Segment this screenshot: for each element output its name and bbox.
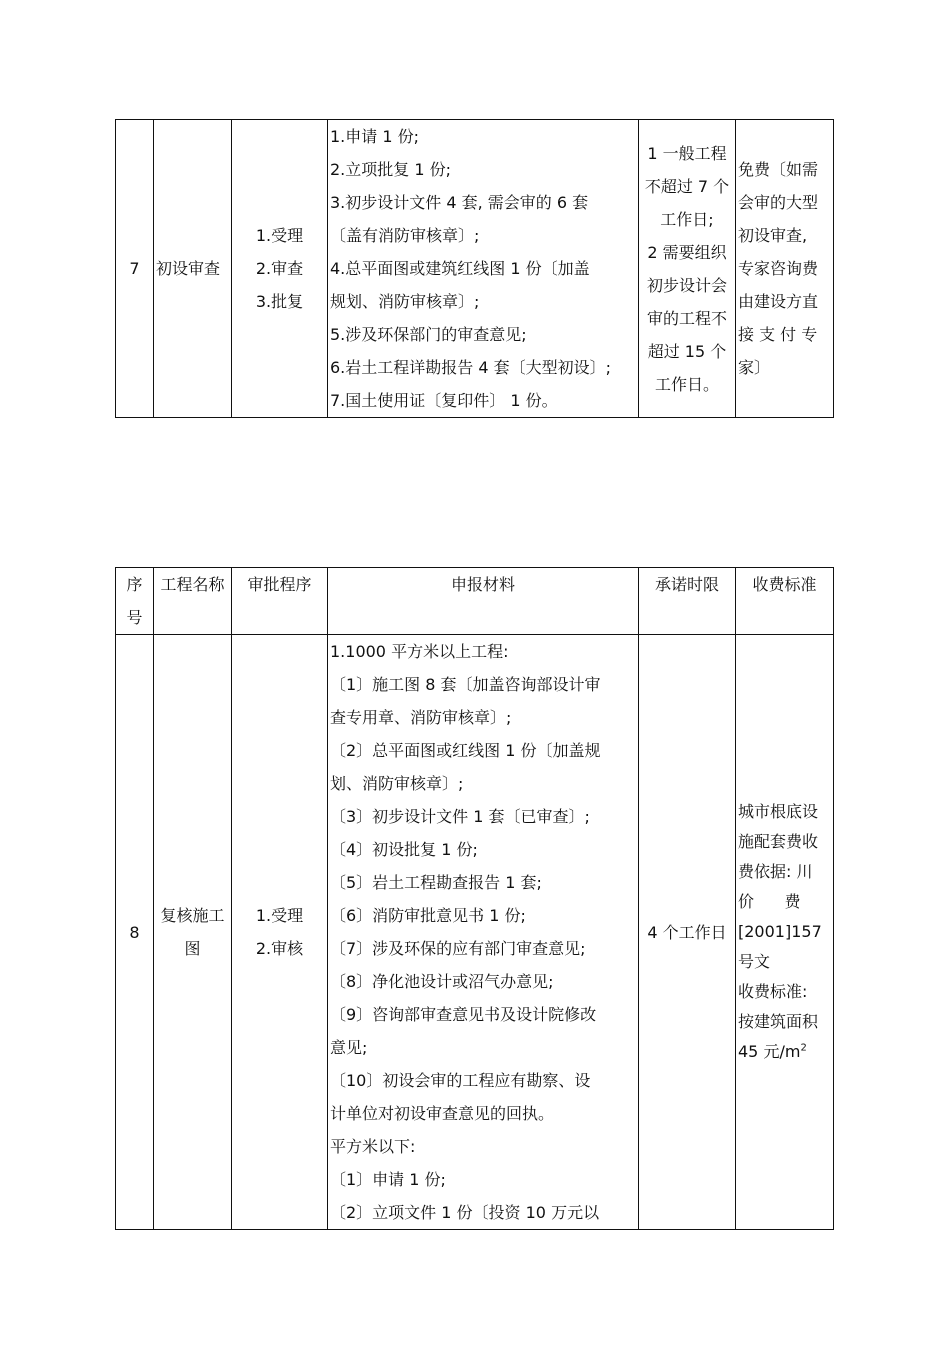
fee-line: 价 费: [738, 892, 801, 911]
fee-line: 按建筑面积: [738, 1012, 819, 1031]
material-line: 3.初步设计文件 4 套, 需会审的 6 套: [330, 193, 589, 212]
row-number: 8: [116, 635, 154, 1230]
material-line: 〔7〕涉及环保的应有部门审查意见;: [330, 939, 586, 958]
material-line: 〔5〕岩土工程勘查报告 1 套;: [330, 873, 542, 892]
time-limit-line: 审的工程不: [646, 308, 727, 328]
material-line: 〔2〕总平面图或红线图 1 份〔加盖规: [330, 741, 601, 760]
fee-line: 施配套费收: [738, 832, 819, 851]
header-row: [116, 568, 834, 635]
header-procedure: 审批程序: [232, 568, 328, 635]
material-line: 〔2〕立项文件 1 份〔投资 10 万元以: [330, 1203, 600, 1222]
material-line: 5.涉及环保部门的审查意见;: [330, 325, 527, 344]
material-line: 2.立项批复 1 份;: [330, 160, 452, 179]
fee-line: 由建设方直: [738, 292, 819, 311]
fee-line: 城市根底设: [738, 802, 819, 821]
fee-standard: [736, 635, 834, 1230]
material-line: 7.国土使用证〔复印件〕 1 份。: [330, 391, 558, 410]
time-limit-line: 工作日。: [654, 374, 719, 394]
table-row: [116, 120, 834, 418]
material-line: 计单位对初设审查意见的回执。: [330, 1104, 555, 1123]
material-line: 意见;: [330, 1038, 368, 1057]
project-name: 初设审查: [154, 120, 232, 418]
table-row: [116, 635, 834, 1230]
approval-procedure: [232, 120, 328, 418]
material-line: 〔1〕申请 1 份;: [330, 1170, 446, 1189]
header-number: 序 号: [116, 568, 154, 635]
header-project-name: 工程名称: [154, 568, 232, 635]
material-line: 1.申请 1 份;: [330, 127, 420, 146]
material-line: 〔3〕初步设计文件 1 套〔已审查〕;: [330, 807, 590, 826]
fee-line: 号文: [738, 952, 771, 971]
application-materials: [328, 635, 639, 1230]
procedure-step: 1.受理: [255, 226, 304, 245]
header-time-limit: 承诺时限: [639, 568, 736, 635]
material-line: 〔4〕初设批复 1 份;: [330, 840, 478, 859]
superscript-2: 2: [800, 1042, 807, 1054]
material-line: 1.1000 平方米以上工程:: [330, 642, 509, 661]
material-line: 〔1〕施工图 8 套〔加盖咨询部设计审: [330, 675, 601, 694]
fee-line: [2001]157: [738, 922, 822, 941]
time-limit-line: 工作日;: [660, 209, 714, 229]
fee-line: 专家咨询费: [738, 259, 819, 278]
procedure-step: 3.批复: [255, 292, 304, 311]
time-limit-line: 2 需要组织: [647, 242, 727, 262]
time-limit-line: 1 一般工程: [647, 143, 727, 163]
procedure-step: 2.审查: [255, 259, 304, 278]
project-name: 复核施工 图: [154, 635, 232, 1230]
fee-line: 接 支 付 专: [738, 325, 818, 344]
material-line: 平方米以下:: [330, 1137, 416, 1156]
material-line: 〔盖有消防审核章〕;: [330, 226, 480, 245]
procedure-step: 1.受理: [255, 906, 304, 925]
fee-standard: [736, 120, 834, 418]
time-limit-line: 初步设计会: [646, 275, 727, 295]
header-fee: 收费标准: [736, 568, 834, 635]
material-line: 〔9〕咨询部审查意见书及设计院修改: [330, 1005, 597, 1024]
material-line: 查专用章、消防审核章〕;: [330, 708, 512, 727]
approval-table-initial-design: [115, 119, 834, 418]
time-limit: 4 个工作日: [639, 635, 736, 1230]
fee-line-area-price: 45 元$/m^2$: [738, 1042, 807, 1061]
procedure-step: 2.审核: [255, 939, 304, 958]
material-line: 划、消防审核章〕;: [330, 774, 464, 793]
row-number: 7: [116, 120, 154, 418]
approval-table-construction-review: [115, 567, 834, 1230]
fee-line: 免费〔如需: [738, 160, 819, 179]
material-line: 规划、消防审核章〕;: [330, 292, 480, 311]
fee-line: 家〕: [738, 358, 771, 377]
material-line: 4.总平面图或建筑红线图 1 份〔加盖: [330, 259, 590, 278]
approval-procedure: [232, 635, 328, 1230]
application-materials: [328, 120, 639, 418]
time-limit: [639, 120, 736, 418]
material-line: 〔8〕净化池设计或沼气办意见;: [330, 972, 554, 991]
header-materials: 申报材料: [328, 568, 639, 635]
fee-line: 会审的大型: [738, 193, 819, 212]
time-limit-line: 不超过 7 个: [644, 176, 730, 196]
time-limit-line: 超过 15 个: [647, 341, 727, 361]
material-line: 〔6〕消防审批意见书 1 份;: [330, 906, 526, 925]
fee-line: 收费标准:: [738, 982, 808, 1001]
fee-line: 初设审查,: [738, 226, 808, 245]
fee-line: 费依据: 川: [738, 862, 813, 881]
material-line: 〔10〕初设会审的工程应有勘察、设: [330, 1071, 591, 1090]
material-line: 6.岩土工程详勘报告 4 套〔大型初设〕;: [330, 358, 612, 377]
